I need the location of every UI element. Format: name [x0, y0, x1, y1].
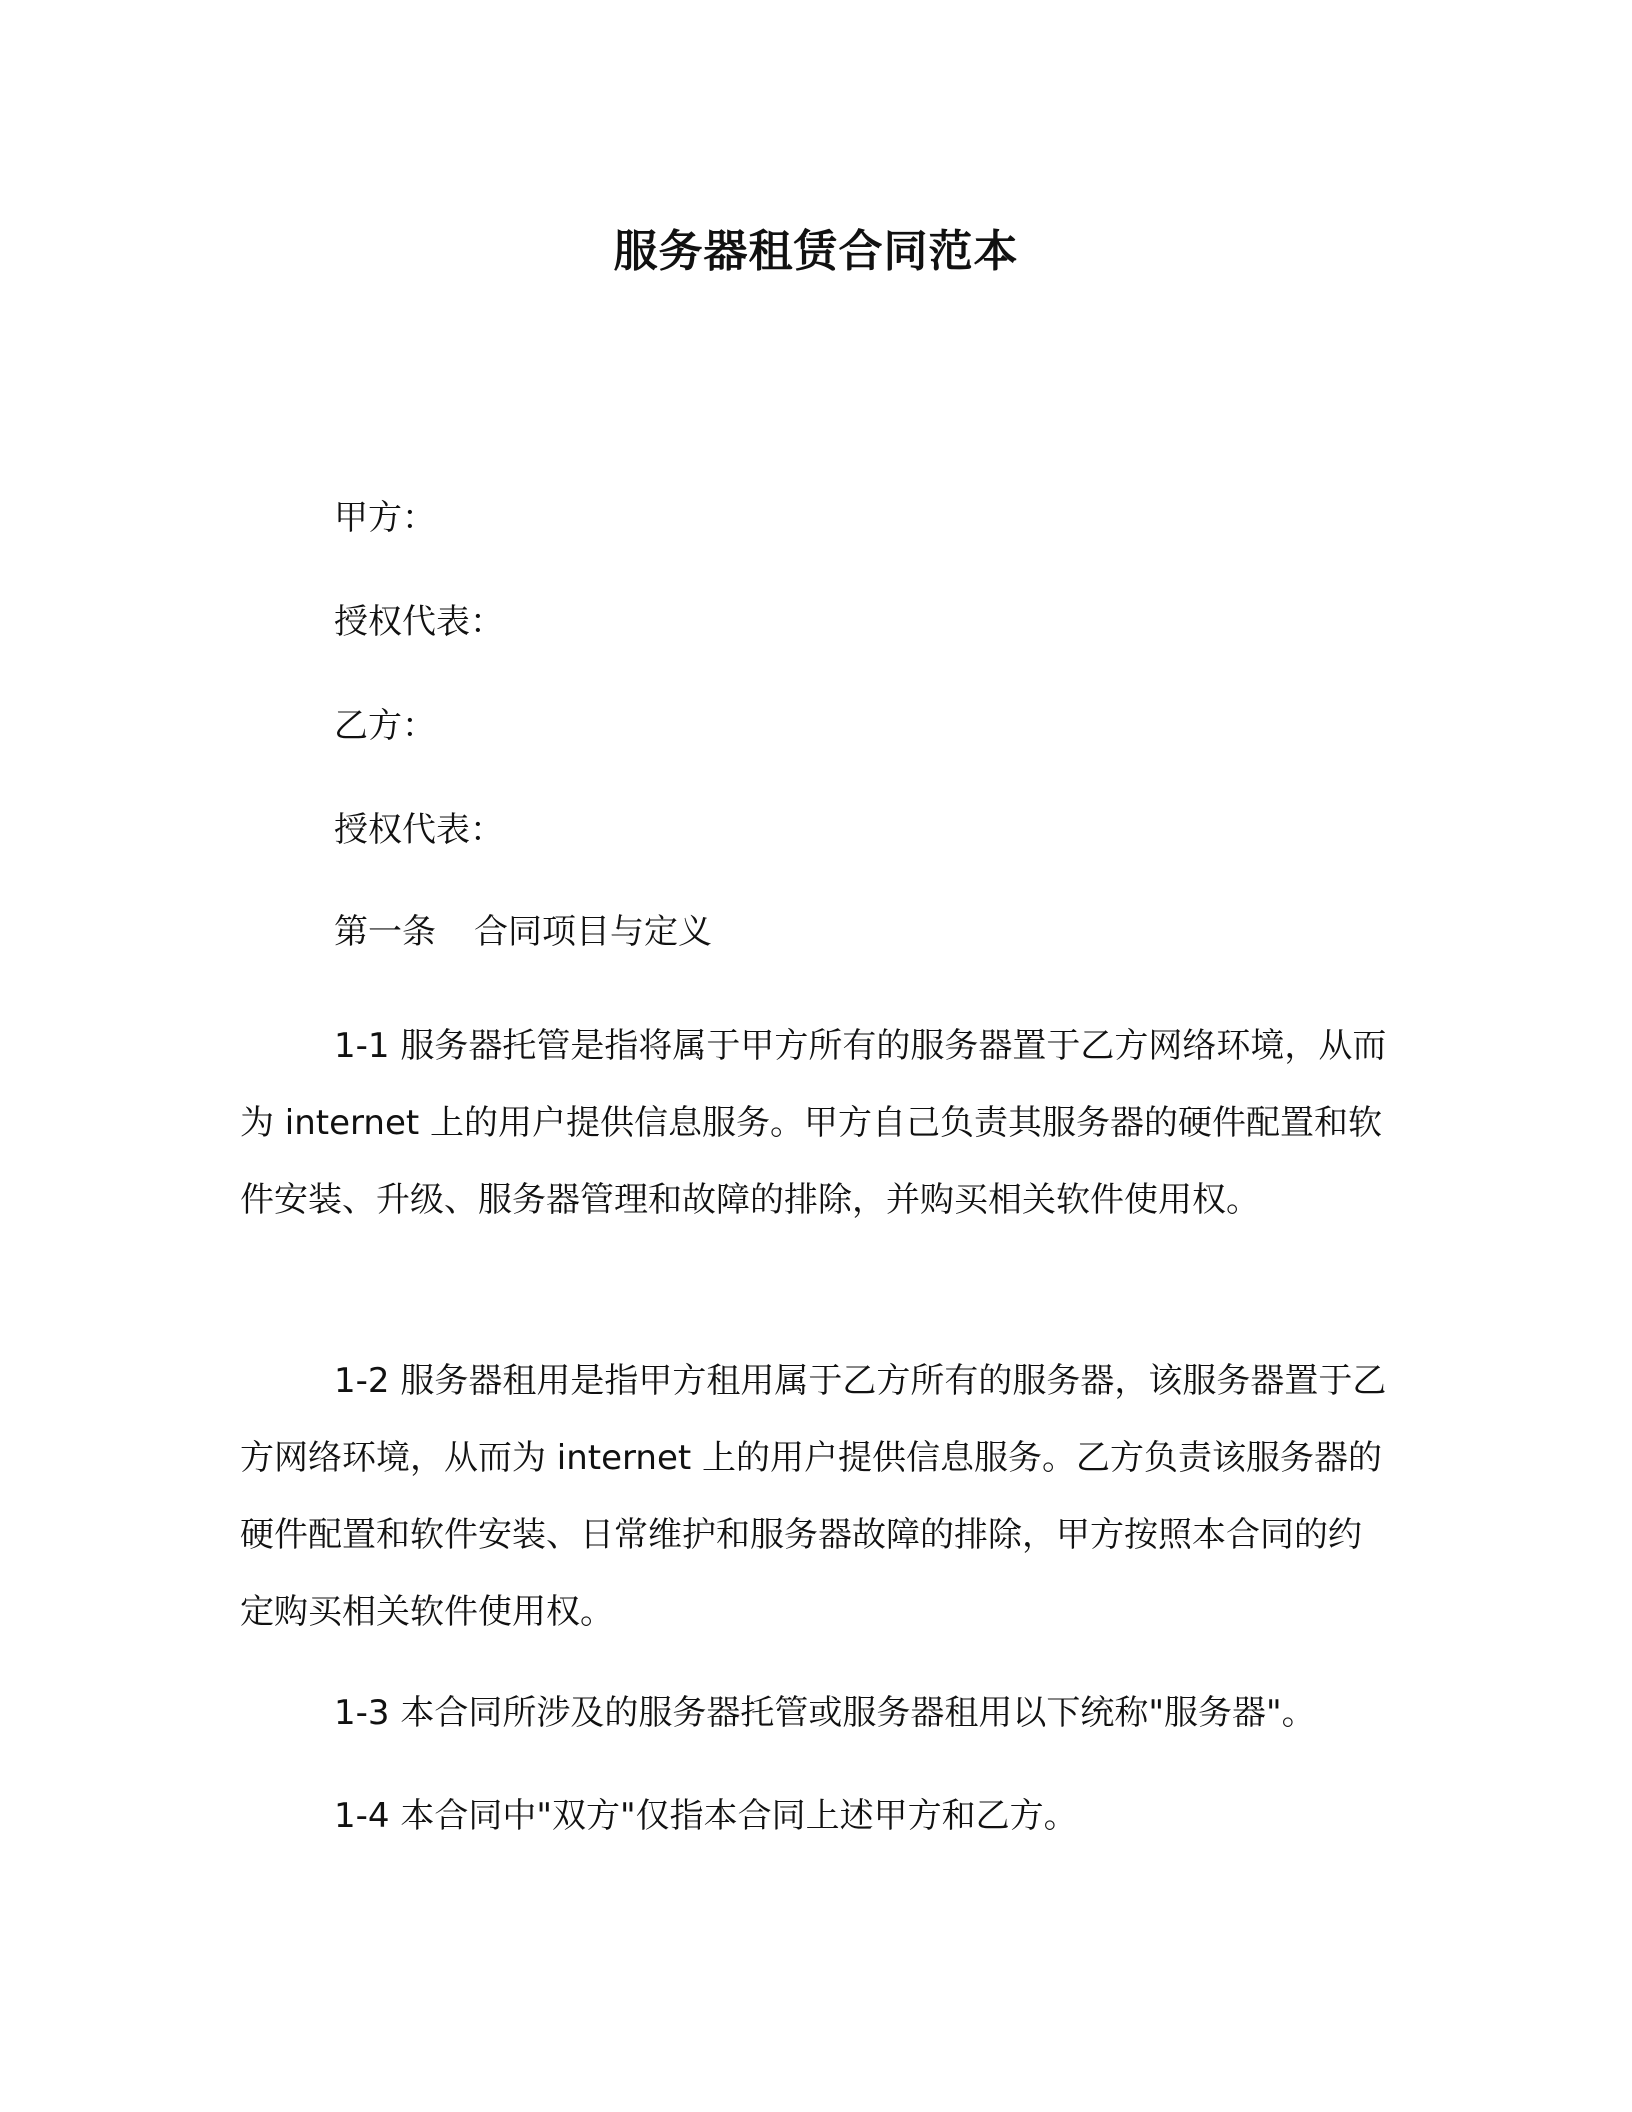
party-b-representative-label: 授权代表：: [334, 810, 504, 850]
party-a-representative-label: 授权代表：: [334, 602, 504, 642]
clause-1-3: 1-3 本合同所涉及的服务器托管或服务器租用以下统称"服务器"。: [334, 1693, 1316, 1733]
clause-1-4: 1-4 本合同中"双方"仅指本合同上述甲方和乙方。: [334, 1796, 1078, 1836]
article-number: 第一条: [334, 912, 436, 952]
article-title: 合同项目与定义: [474, 912, 712, 952]
clause-1-1: 1-1 服务器托管是指将属于甲方所有的服务器置于乙方网络环境，从而为 internet 上的用户提供信息服务。甲方自己负责其服务器的硬件配置和软件安装、升级、服务器管理和故障的排除，并购买相关软件使用权。: [240, 1026, 1387, 1220]
document-title: 服务器租赁合同范本: [613, 226, 1019, 277]
article-heading: [334, 910, 712, 954]
party-b-label: 乙方：: [334, 706, 436, 746]
clause-1-2: 1-2 服务器租用是指甲方租用属于乙方所有的服务器，该服务器置于乙方网络环境，从而为 internet 上的用户提供信息服务。乙方负责该服务器的硬件配置和软件安装、日常维护和服务器故障的排除，甲方按照本合同的约定购买相关软件使用权。: [240, 1361, 1387, 1632]
party-a-label: 甲方：: [334, 498, 436, 538]
